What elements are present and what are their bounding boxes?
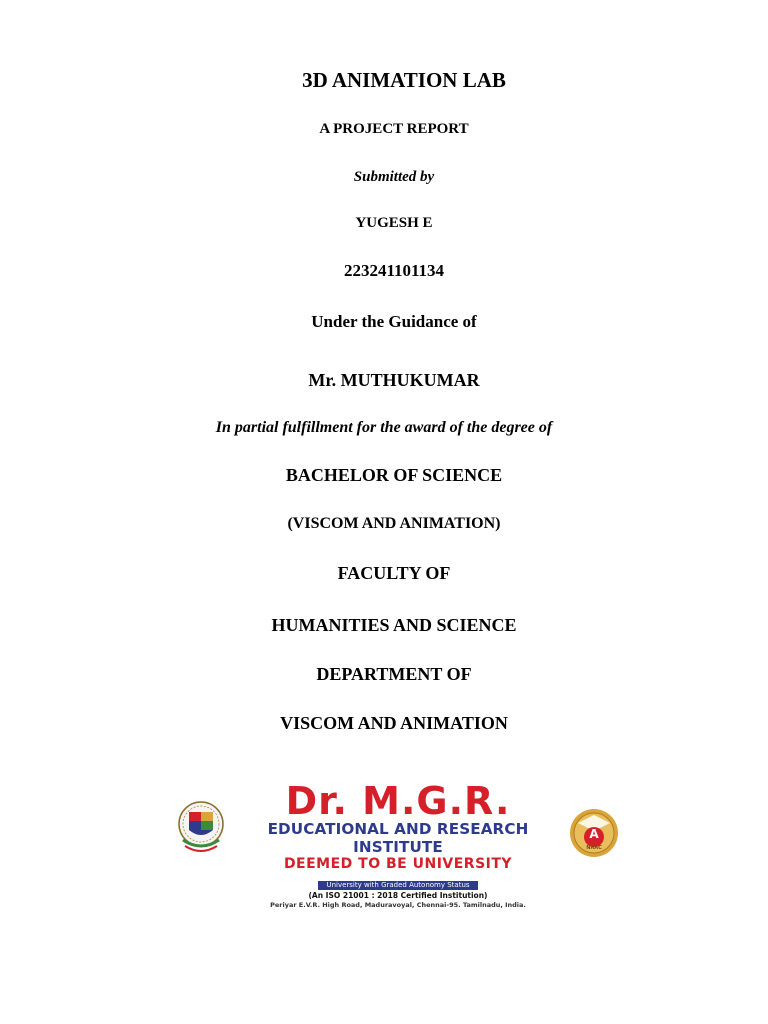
register-number: 223241101134 [343, 261, 445, 280]
department-name: VISCOM AND ANIMATION [280, 713, 508, 733]
institution-address: Periyar E.V.R. High Road, Maduravoyal, Chennai-95. Tamilnadu, India. [270, 901, 526, 909]
university-crest-icon [175, 800, 227, 860]
guide-name: Mr. MUTHUKUMAR [308, 370, 480, 390]
institution-logo-banner [175, 779, 625, 909]
fulfillment-text: In partial fulfillment for the award of the degree of [215, 419, 553, 436]
iso-certification: (An ISO 21001 : 2018 Certified Institution) [308, 891, 488, 900]
degree-name: BACHELOR OF SCIENCE [285, 465, 503, 485]
autonomy-badge: University with Graded Autonomy Status [318, 881, 477, 890]
institution-name-main: Dr. M.G.R. [285, 779, 511, 823]
report-title: 3D ANIMATION LAB [302, 68, 506, 92]
guidance-label: Under the Guidance of [311, 312, 477, 331]
naac-seal [568, 807, 620, 859]
specialization: (VISCOM AND ANIMATION) [287, 515, 501, 532]
report-subtitle: A PROJECT REPORT [319, 121, 469, 137]
department-label: DEPARTMENT OF [316, 664, 472, 684]
naac-grade: A [589, 827, 599, 841]
naac-label: NAAC [586, 845, 602, 851]
faculty-name: HUMANITIES AND SCIENCE [271, 615, 517, 635]
institution-name-line2: EDUCATIONAL AND RESEARCH INSTITUTE [267, 820, 529, 856]
faculty-label: FACULTY OF [337, 563, 451, 583]
student-name: YUGESH E [355, 215, 433, 231]
submitted-by-label: Submitted by [353, 169, 435, 185]
institution-logo-text [233, 780, 563, 909]
institution-name-line3: DEEMED TO BE UNIVERSITY [283, 856, 513, 872]
